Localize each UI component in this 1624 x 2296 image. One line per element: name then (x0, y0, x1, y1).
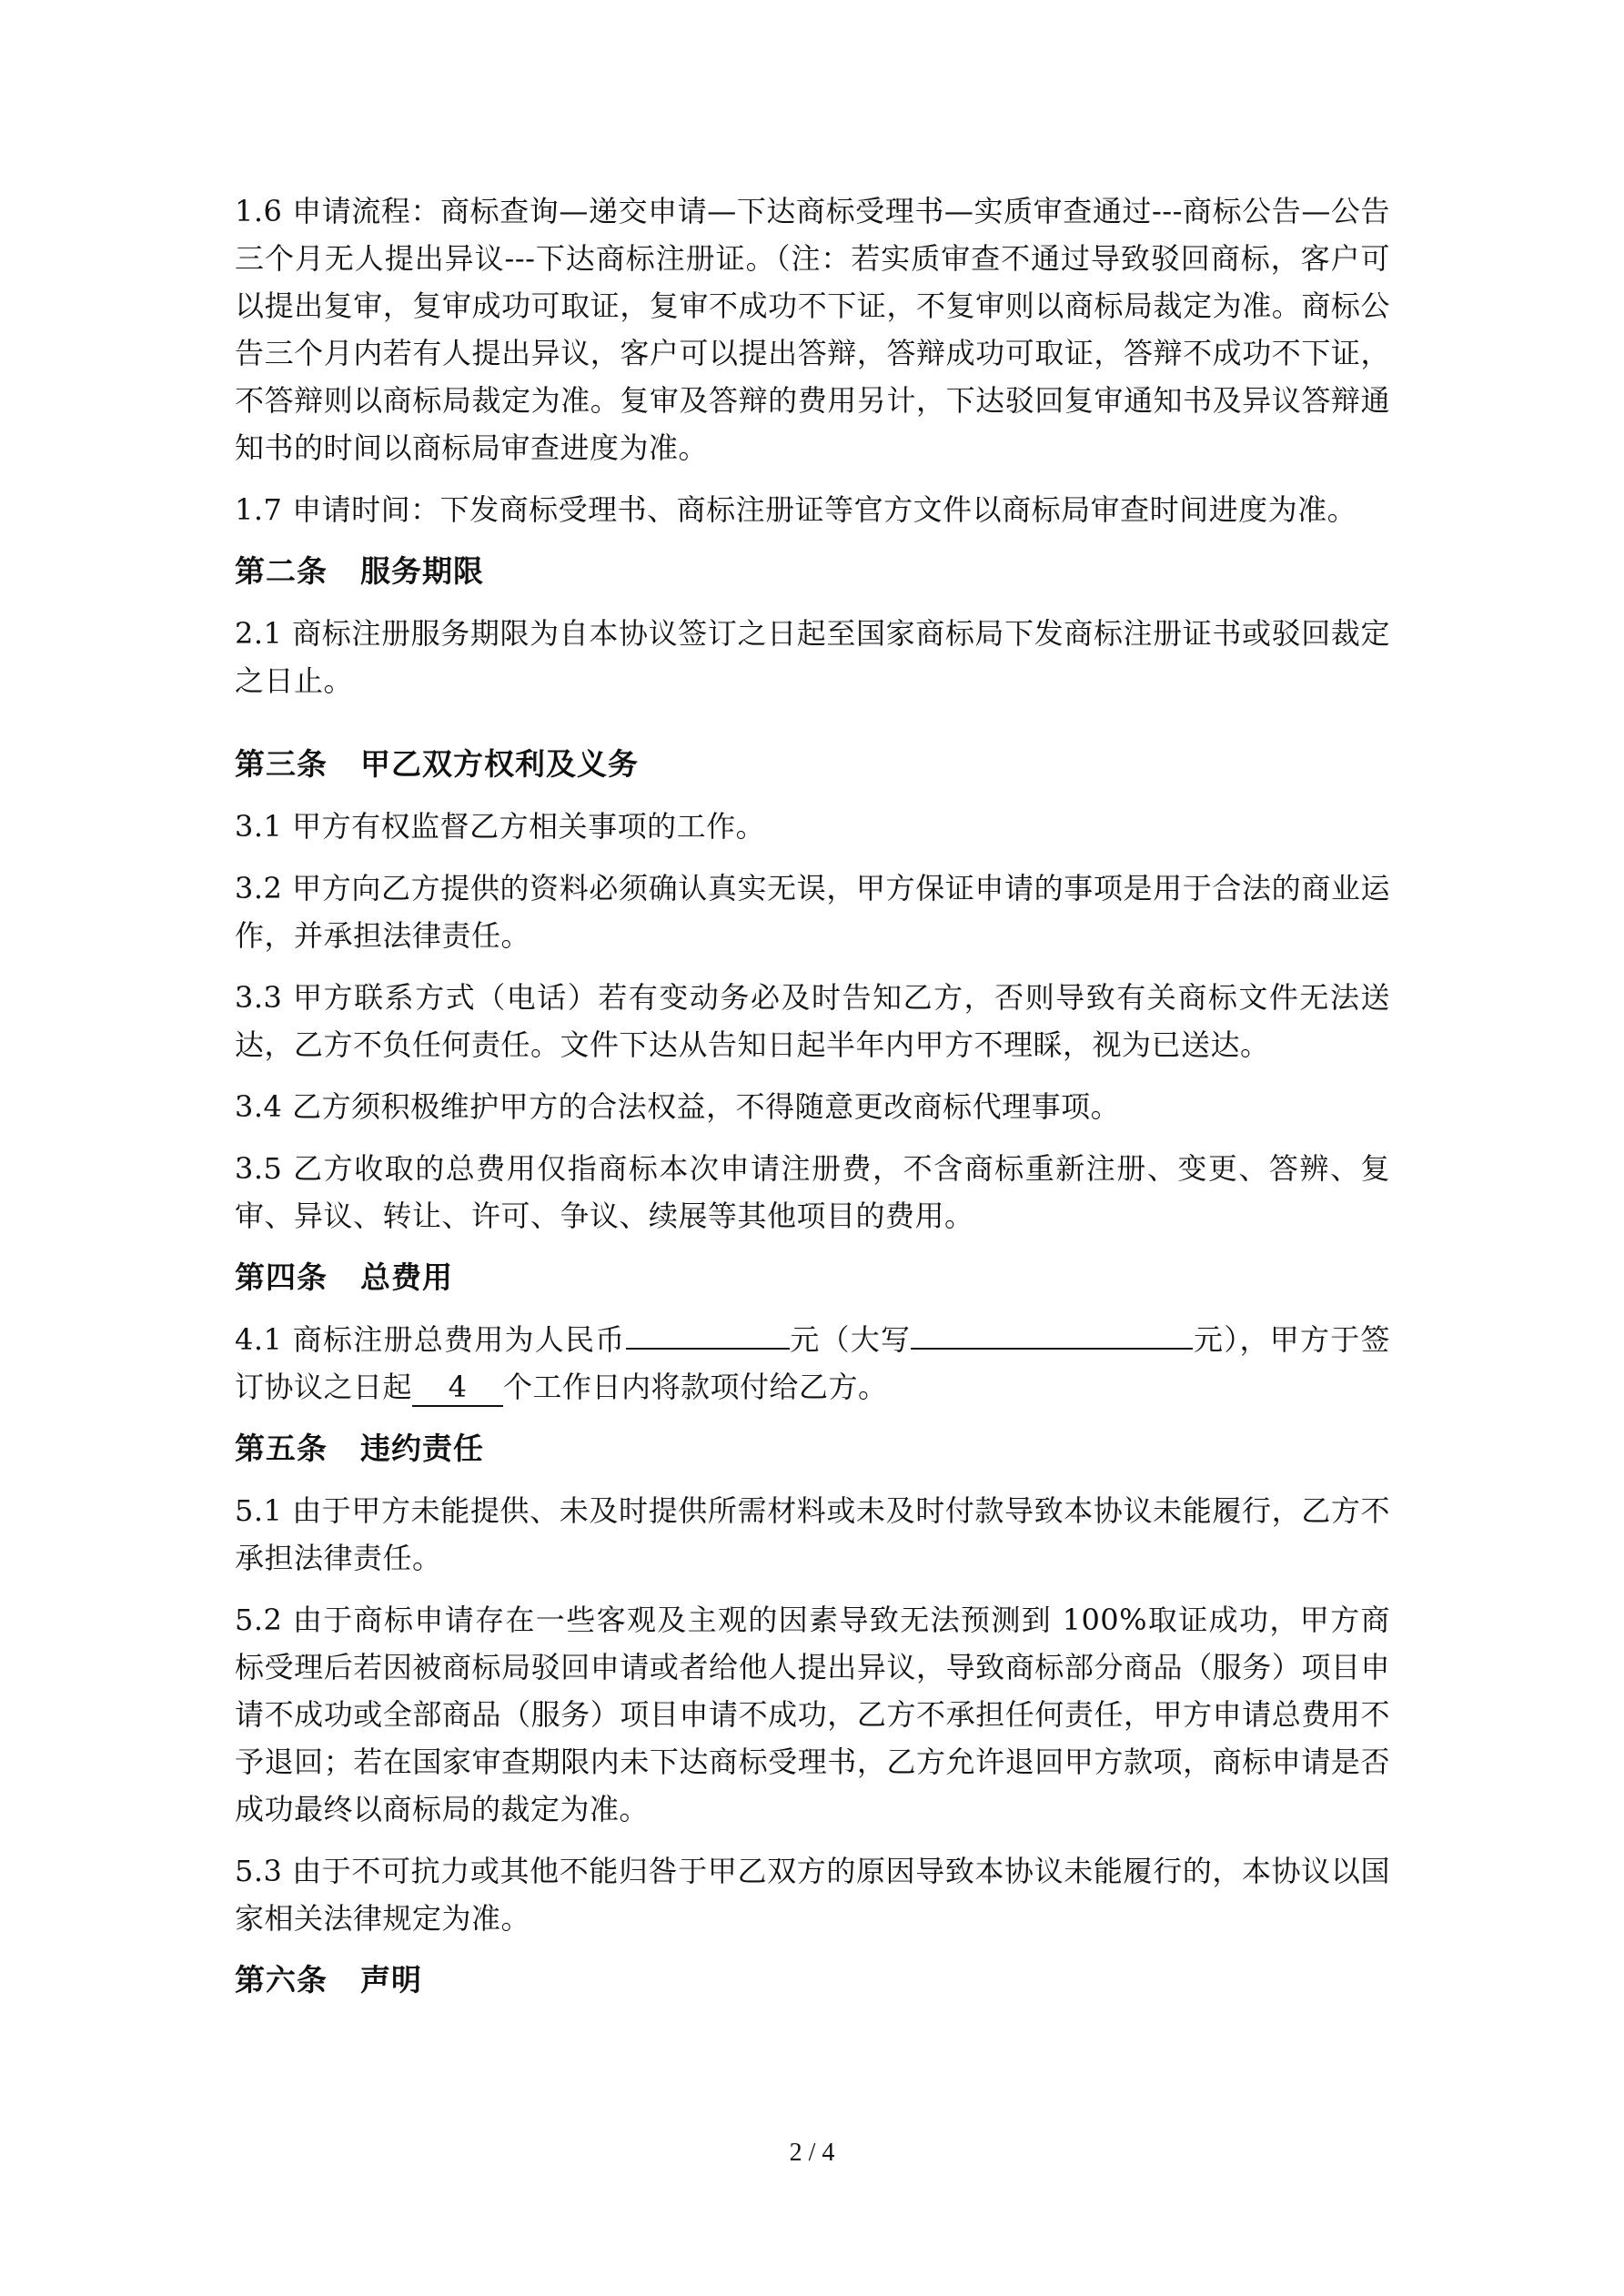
clause-3-2: 3.2 甲方向乙方提供的资料必须确认真实无误，甲方保证申请的事项是用于合法的商业运作，并承担法律责任。 (235, 871, 1390, 953)
amount-in-words-blank[interactable] (911, 1348, 1193, 1350)
article-6-heading (235, 1957, 1390, 2004)
clause-1-7: 1.7 申请时间：下发商标受理书、商标注册证等官方文件以商标局审查时间进度为准。 (235, 492, 1357, 527)
article-5-heading (235, 1425, 1390, 1472)
clause-4-1-part-a: 4.1 商标注册总费用为人民币 (235, 1322, 626, 1357)
clause-3-5: 3.5 乙方收取的总费用仅指商标本次申请注册费，不含商标重新注册、变更、答辨、复审、异议、转让、许可、争议、续展等其他项目的费用。 (235, 1151, 1390, 1233)
article-6-number: 第六条 (235, 1962, 328, 1998)
working-days-blank[interactable]: 4 (412, 1369, 503, 1407)
article-3-title: 甲乙双方权利及义务 (360, 746, 639, 782)
amount-blank[interactable] (626, 1348, 790, 1350)
clause-3-4: 3.4 乙方须积极维护甲方的合法权益，不得随意更改商标代理事项。 (235, 1089, 1121, 1124)
clause-5-1: 5.1 由于甲方未能提供、未及时提供所需材料或未及时付款导致本协议未能履行，乙方不承担法律责任。 (235, 1493, 1390, 1575)
clause-1-6: 1.6 申请流程：商标查询—递交申请—下达商标受理书—实质审查通过---商标公告—公告三个月无人提出异议---下达商标注册证。（注：若实质审查不通过导致驳回商标，客户可以提出复审，复审成功可取证，复审不成功不下证，不复审则以商标局裁定为准。商标公告三个月内若有人提出异议，客户可以提出答辩，答辩成功可取证，答辩不成功不下证，不答辩则以商标局裁定为准。复审及答辩的费用另计，下达驳回复审通知书及异议答辩通知书的时间以商标局审查进度为准。 (235, 194, 1390, 465)
clause-3-1: 3.1 甲方有权监督乙方相关事项的工作。 (235, 809, 766, 844)
clause-3-3: 3.3 甲方联系方式（电话）若有变动务必及时告知乙方，否则导致有关商标文件无法送达，乙方不负任何责任。文件下达从告知日起半年内甲方不理睬，视为已送达。 (235, 980, 1390, 1062)
article-2-title: 服务期限 (360, 553, 484, 589)
article-4-number: 第四条 (235, 1259, 328, 1295)
clause-5-2: 5.2 由于商标申请存在一些客观及主观的因素导致无法预测到 100%取证成功，甲方商标受理后若因被商标局驳回申请或者给他人提出异议，导致商标部分商品（服务）项目申请不成功或全部商品（服务）项目申请不成功，乙方不承担任何责任，甲方申请总费用不予退回；若在国家审查期限内未下达商标受理书，乙方允许退回甲方款项，商标申请是否成功最终以商标局的裁定为准。 (235, 1603, 1390, 1826)
article-3-heading (235, 741, 1390, 788)
article-5-number: 第五条 (235, 1431, 328, 1466)
article-2-heading (235, 548, 1390, 595)
clause-4-1 (235, 1316, 1390, 1411)
article-4-heading (235, 1254, 1390, 1301)
page-number: 2 / 4 (789, 2139, 835, 2167)
article-4-title: 总费用 (360, 1259, 453, 1295)
clause-4-1-part-c: 元），甲方于签订协议之日起 (235, 1322, 1390, 1404)
article-6-title: 声明 (360, 1962, 422, 1998)
clause-2-1: 2.1 商标注册服务期限为自本协议签订之日起至国家商标局下发商标注册证书或驳回裁定之日止。 (235, 616, 1390, 698)
document-body (235, 187, 1390, 2018)
clause-5-3: 5.3 由于不可抗力或其他不能归咎于甲乙双方的原因导致本协议未能履行的，本协议以国家相关法律规定为准。 (235, 1854, 1390, 1936)
clause-4-1-part-b: 元（大写 (789, 1322, 912, 1357)
clause-4-1-part-d: 个工作日内将款项付给乙方。 (503, 1370, 888, 1404)
article-3-number: 第三条 (235, 746, 328, 782)
article-5-title: 违约责任 (360, 1431, 484, 1466)
article-2-number: 第二条 (235, 553, 328, 589)
